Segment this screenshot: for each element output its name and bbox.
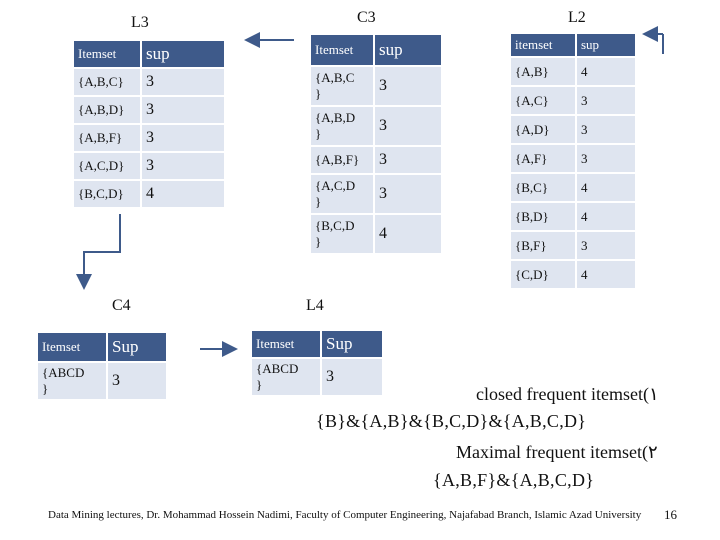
label-l4: L4 <box>306 297 324 314</box>
itemset-cell: {A,F} <box>511 145 577 172</box>
l3-table-header-itemset: Itemset <box>74 41 142 67</box>
support-cell: 4 <box>375 215 441 253</box>
support-cell: 3 <box>142 97 224 123</box>
support-cell: 3 <box>577 145 635 172</box>
support-cell: 3 <box>577 116 635 143</box>
itemset-cell: {B,C,D } <box>311 215 375 253</box>
support-cell: 4 <box>577 261 635 288</box>
support-cell: 3 <box>577 87 635 114</box>
itemset-cell: {ABCD } <box>252 359 322 395</box>
closed-value: {B}&{A,B}&{B,C,D}&{A,B,C,D} <box>316 411 587 431</box>
c4-table-header-itemset: Itemset <box>38 333 108 361</box>
maximal-value: {A,B,F}&{A,B,C,D} <box>433 470 595 490</box>
support-cell: 3 <box>322 359 382 395</box>
support-cell: 3 <box>142 153 224 179</box>
label-c3: C3 <box>357 9 376 26</box>
itemset-cell: {B,D} <box>511 203 577 230</box>
label-c4: C4 <box>112 297 131 314</box>
l4-table-header-sup: Sup <box>322 331 382 357</box>
support-cell: 4 <box>577 174 635 201</box>
itemset-cell: {A,D} <box>511 116 577 143</box>
support-cell: 4 <box>577 203 635 230</box>
itemset-cell: {A,B,D } <box>311 107 375 145</box>
support-cell: 3 <box>142 125 224 151</box>
itemset-cell: {A,B,F} <box>74 125 142 151</box>
c4-table-header-sup: Sup <box>108 333 166 361</box>
itemset-cell: {B,C} <box>511 174 577 201</box>
c3-table-header-sup: sup <box>375 35 441 65</box>
support-cell: 4 <box>577 58 635 85</box>
page-number: 16 <box>664 507 677 522</box>
support-cell: 3 <box>108 363 166 399</box>
label-l3: L3 <box>131 14 149 31</box>
label-l2: L2 <box>568 9 586 26</box>
itemset-cell: {A,C,D } <box>311 175 375 213</box>
itemset-cell: {B,C,D} <box>74 181 142 207</box>
itemset-cell: {A,B,C} <box>74 69 142 95</box>
l3-table-header-sup: sup <box>142 41 224 67</box>
itemset-cell: {B,F} <box>511 232 577 259</box>
itemset-cell: {A,B,F} <box>311 147 375 173</box>
support-cell: 4 <box>142 181 224 207</box>
itemset-cell: {ABCD } <box>38 363 108 399</box>
c3-table-header-itemset: Itemset <box>311 35 375 65</box>
arrow-l3-to-c4 <box>84 214 120 288</box>
maximal-title: Maximal frequent itemset(٢ <box>456 442 658 462</box>
l2-table-header-sup: sup <box>577 34 635 56</box>
itemset-cell: {A,C} <box>511 87 577 114</box>
l2-table-header-itemset: itemset <box>511 34 577 56</box>
itemset-cell: {A,B,D} <box>74 97 142 123</box>
itemset-cell: {A,B,C } <box>311 67 375 105</box>
itemset-cell: {A,C,D} <box>74 153 142 179</box>
support-cell: 3 <box>375 147 441 173</box>
support-cell: 3 <box>375 107 441 145</box>
support-cell: 3 <box>142 69 224 95</box>
closed-title: closed frequent itemset(١ <box>476 384 659 404</box>
support-cell: 3 <box>375 175 441 213</box>
support-cell: 3 <box>577 232 635 259</box>
itemset-cell: {C,D} <box>511 261 577 288</box>
support-cell: 3 <box>375 67 441 105</box>
footer-credit: Data Mining lectures, Dr. Mohammad Hossein Nadimi, Faculty of Computer Engineering, Najafabad Branch, Islamic Azad University <box>48 509 642 521</box>
itemset-cell: {A,B} <box>511 58 577 85</box>
l4-table-header-itemset: Itemset <box>252 331 322 357</box>
